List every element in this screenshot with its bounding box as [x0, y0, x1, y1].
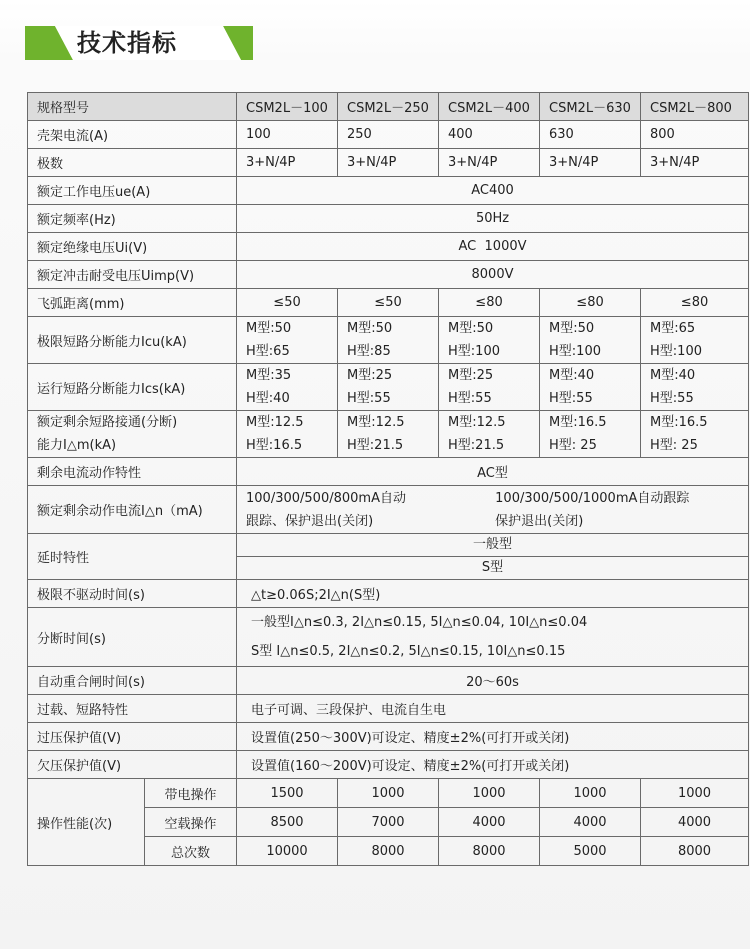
row-label: 过载、短路特性 [28, 695, 237, 723]
table-row [28, 121, 749, 149]
table-row [28, 233, 749, 261]
value-cell: 7000 [338, 808, 439, 837]
operation-label: 带电操作 [145, 779, 237, 808]
value-cell: 50Hz [237, 205, 749, 233]
value-cell: 630 [540, 121, 641, 149]
row-label: 延时特性 [28, 534, 237, 580]
value-cell: 1000 [439, 779, 540, 808]
row-label-line: 能力I△m(kA) [37, 438, 117, 453]
value-cell: AC 1000V [237, 233, 749, 261]
h-value: H型:55 [549, 391, 593, 406]
row-label: 额定冲击耐受电压Uimp(V) [28, 261, 237, 289]
value-cell [338, 364, 439, 411]
value-cell: AC型 [237, 458, 749, 486]
row-label: 操作性能(次) [28, 779, 145, 866]
value-cell: ≤50 [237, 289, 338, 317]
value-cell: 800 [641, 121, 749, 149]
value-cell: 3+N/4P [439, 149, 540, 177]
row-label: 剩余电流动作特性 [28, 458, 237, 486]
value-cell [641, 411, 749, 458]
table-row [28, 411, 749, 458]
row-label: 极数 [28, 149, 237, 177]
row-label: 额定频率(Hz) [28, 205, 237, 233]
value-cell [338, 317, 439, 364]
value-cell: AC400 [237, 177, 749, 205]
spec-table [27, 92, 749, 866]
value-cell: 3+N/4P [641, 149, 749, 177]
h-value: H型:100 [650, 344, 702, 359]
table-row [28, 364, 749, 411]
value-cell: 4000 [641, 808, 749, 837]
residual-mode-left [246, 487, 491, 533]
value-cell: 100 [237, 121, 338, 149]
value-cell [237, 411, 338, 458]
row-label: 欠压保护值(V) [28, 751, 237, 779]
table-row [28, 486, 749, 534]
m-value: M型:25 [448, 368, 494, 383]
value-cell: 8000 [338, 837, 439, 866]
m-value: M型:12.5 [347, 415, 405, 430]
value-cell: 1000 [540, 779, 641, 808]
value-cell [439, 364, 540, 411]
table-row [28, 534, 749, 580]
table-row [28, 751, 749, 779]
value-cell [641, 317, 749, 364]
h-value: H型: 25 [650, 438, 698, 453]
table-row [28, 177, 749, 205]
value-cell: 3+N/4P [540, 149, 641, 177]
row-label: 壳架电流(A) [28, 121, 237, 149]
table-row [28, 608, 749, 667]
m-value: M型:65 [650, 321, 696, 336]
row-label-line: 额定剩余短路接通(分断) [37, 415, 178, 430]
model-cell: CSM2L－630 [540, 93, 641, 121]
value-cell: 8000 [439, 837, 540, 866]
value-cell [237, 534, 749, 580]
h-value: H型:21.5 [448, 438, 505, 453]
mode-line: 100/300/500/1000mA自动跟踪 [495, 490, 690, 506]
table-row [28, 779, 749, 808]
value-cell: 8000 [641, 837, 749, 866]
value-cell [540, 317, 641, 364]
row-label: 飞弧距离(mm) [28, 289, 237, 317]
m-value: M型:25 [347, 368, 393, 383]
value-cell: 4000 [540, 808, 641, 837]
value-cell: 设置值(160～200V)可设定、精度±2%(可打开或关闭) [237, 751, 749, 779]
mode-line: 100/300/500/800mA自动 [246, 490, 406, 506]
value-cell: 1000 [641, 779, 749, 808]
row-label [28, 411, 237, 458]
value-cell: ≤80 [641, 289, 749, 317]
m-value: M型:50 [549, 321, 595, 336]
h-value: H型:85 [347, 344, 391, 359]
value-cell [338, 411, 439, 458]
value-cell [237, 486, 749, 534]
value-cell [641, 364, 749, 411]
value-cell: 1000 [338, 779, 439, 808]
m-value: M型:50 [347, 321, 393, 336]
break-time-s: S型 I△n≤0.5, 2I△n≤0.2, 5I△n≤0.15, 10I△n≤0.15 [251, 644, 566, 659]
delay-type-general: 一般型 [237, 534, 748, 557]
m-value: M型:40 [549, 368, 595, 383]
table-row [28, 458, 749, 486]
h-value: H型:65 [246, 344, 290, 359]
model-cell: CSM2L－250 [338, 93, 439, 121]
value-cell [237, 608, 749, 667]
h-value: H型:16.5 [246, 438, 303, 453]
m-value: M型:50 [448, 321, 494, 336]
table-row [28, 149, 749, 177]
h-value: H型:100 [549, 344, 601, 359]
row-label: 额定绝缘电压Ui(V) [28, 233, 237, 261]
value-cell: 8000V [237, 261, 749, 289]
value-cell [237, 364, 338, 411]
h-value: H型:21.5 [347, 438, 404, 453]
value-cell: 4000 [439, 808, 540, 837]
break-time-general: 一般型I△n≤0.3, 2I△n≤0.15, 5I△n≤0.04, 10I△n≤0.04 [251, 615, 588, 630]
value-cell [439, 317, 540, 364]
model-cell: CSM2L－100 [237, 93, 338, 121]
value-cell [439, 411, 540, 458]
table-row [28, 580, 749, 608]
row-label: 极限不驱动时间(s) [28, 580, 237, 608]
row-label: 自动重合闸时间(s) [28, 667, 237, 695]
value-cell [237, 317, 338, 364]
mode-line: 跟踪、保护退出(关闭) [246, 513, 374, 529]
m-value: M型:12.5 [246, 415, 304, 430]
value-cell: 1500 [237, 779, 338, 808]
h-value: H型:55 [448, 391, 492, 406]
row-label: 规格型号 [28, 93, 237, 121]
table-row [28, 261, 749, 289]
row-label: 极限短路分断能力Icu(kA) [28, 317, 237, 364]
table-row [28, 695, 749, 723]
row-label: 过压保护值(V) [28, 723, 237, 751]
value-cell: 10000 [237, 837, 338, 866]
value-cell: 20～60s [237, 667, 749, 695]
m-value: M型:16.5 [650, 415, 708, 430]
operation-label: 总次数 [145, 837, 237, 866]
value-cell: 5000 [540, 837, 641, 866]
value-cell: 3+N/4P [237, 149, 338, 177]
m-value: M型:16.5 [549, 415, 607, 430]
row-label: 额定剩余动作电流I△n（mA) [28, 486, 237, 534]
m-value: M型:12.5 [448, 415, 506, 430]
value-cell [540, 364, 641, 411]
table-row [28, 205, 749, 233]
value-cell: 3+N/4P [338, 149, 439, 177]
h-value: H型:40 [246, 391, 290, 406]
value-cell: 8500 [237, 808, 338, 837]
m-value: M型:35 [246, 368, 292, 383]
row-label: 额定工作电压ue(A) [28, 177, 237, 205]
value-cell: ≤80 [439, 289, 540, 317]
m-value: M型:50 [246, 321, 292, 336]
row-label: 分断时间(s) [28, 608, 237, 667]
section-title-bar [25, 26, 253, 60]
value-cell [540, 411, 641, 458]
table-row [28, 667, 749, 695]
value-cell: 400 [439, 121, 540, 149]
h-value: H型:100 [448, 344, 500, 359]
operation-label: 空载操作 [145, 808, 237, 837]
value-cell: 设置值(250～300V)可设定、精度±2%(可打开或关闭) [237, 723, 749, 751]
mode-line: 保护退出(关闭) [495, 513, 584, 529]
row-label: 运行短路分断能力Ics(kA) [28, 364, 237, 411]
table-row [28, 289, 749, 317]
h-value: H型:55 [347, 391, 391, 406]
delay-type-s: S型 [481, 560, 504, 575]
h-value: H型: 25 [549, 438, 597, 453]
table-row [28, 317, 749, 364]
residual-mode-right [495, 487, 740, 533]
value-cell: ≤80 [540, 289, 641, 317]
value-cell: ≤50 [338, 289, 439, 317]
table-row [28, 93, 749, 121]
value-cell: 250 [338, 121, 439, 149]
table-row [28, 723, 749, 751]
page-title: 技术指标 [77, 29, 177, 57]
h-value: H型:55 [650, 391, 694, 406]
m-value: M型:40 [650, 368, 696, 383]
value-cell: 电子可调、三段保护、电流自生电 [237, 695, 749, 723]
value-cell: △t≥0.06S;2I△n(S型) [237, 580, 749, 608]
model-cell: CSM2L－400 [439, 93, 540, 121]
model-cell: CSM2L－800 [641, 93, 749, 121]
